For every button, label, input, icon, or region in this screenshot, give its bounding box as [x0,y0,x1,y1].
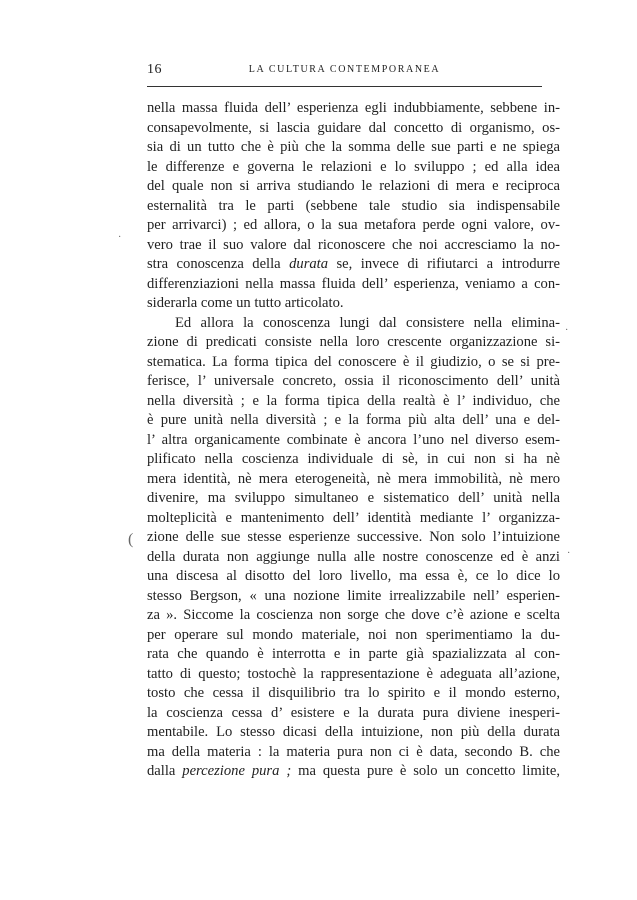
text-line: differenziazioni nella massa fluida dell’ esperienza, veniamo a con- [147,275,560,292]
text-line: siderarla come un tutto articolato. [147,295,344,311]
text-segment: se, invece di rifiutarci a introdurre [328,256,560,272]
text-line: della durata non aggiunge nulla alle nostre conoscenze ed è anzi [147,548,560,565]
italic-term: durata [289,256,329,272]
text-line [147,762,560,782]
page-header [147,62,542,80]
page-number: 16 [147,62,162,77]
header-rule [147,86,542,87]
text-line: stesso Bergson, « una nozione limite irrealizzabile nell’ esperien- [147,587,560,604]
text-line: del quale non si arriva studiando le relazioni di mera e reciproca [147,178,560,194]
margin-dot-mark: · [118,232,122,243]
text-line: plificato nella coscienza individuale di sè, in cui non si ha nè [147,451,560,467]
italic-term: percezione pura ; [182,763,292,779]
text-line: mera identità, nè mera eterogeneità, nè mera immobilità, nè mero [147,470,560,487]
text-line: divenire, ma sviluppo simultaneo e sistematico dell’ unità nella [147,490,560,506]
text-line: l’ altra organicamente combinate è ancora l’uno nel diverso esem- [147,431,560,448]
text-line: le differenze e governa le relazioni e lo sviluppo ; ed alla idea [147,158,560,175]
text-segment: dalla [147,763,183,779]
text-line: rata che quando è interrotta e in parte già spazializzata al con- [147,646,560,662]
text-segment: ma questa pure è solo un concetto limite, [291,763,560,779]
text-line: zione di predicati consiste nella loro crescente organizzazione si- [147,334,560,350]
text-line: tatto di questo; tostochè la rappresentazione è adeguata all’azione, [147,665,560,682]
text-line: stematica. La forma tipica del conoscere è il giudizio, o se si pre- [147,353,560,370]
text-line: la coscienza cessa d’ esistere e la durata pura diviene inesperi- [147,704,560,721]
text-segment: stra conoscenza della [147,256,290,272]
text-line: vero trae il suo valore dal riconoscere che noi accresciamo la no- [147,236,560,253]
text-line: Ed allora la conoscenza lungi dal consistere nella elimina- [175,314,560,331]
body-text [147,99,560,782]
text-line: za ». Siccome la coscienza non sorge che dove c’è azione e scelta [147,607,560,623]
text-line: zione delle sue stesse esperienze successive. Non solo l’intuizione [147,529,560,545]
text-line: tosto che cessa il disquilibrio tra lo spirito e il mondo esterno, [147,685,560,701]
text-line: nella massa fluida dell’ esperienza egli indubbiamente, sebbene in- [147,100,560,116]
margin-bracket-mark: ( [128,531,134,548]
margin-dot-mark: · [565,325,569,336]
text-line: consapevolmente, si lascia guidare dal concetto di organismo, os- [147,119,560,136]
text-line: esternalità tra le parti (sebbene tale studio sia indispensabile [147,197,560,214]
text-line: per arrivarci) ; ed allora, o la sua metafora perde ogni valore, ov- [147,217,560,233]
text-line: mentabile. Lo stesso dicasi della intuizione, non più della durata [147,724,560,740]
text-line: sia di un tutto che è più che la somma delle sue parti e ne spiega [147,139,560,155]
margin-dot-mark: · [567,548,571,559]
text-line: nella diversità ; e la forma tipica della realtà è l’ individuo, che [147,392,560,409]
text-line [147,255,560,275]
text-line: ma della materia : la materia pura non ci è data, secondo B. che [147,743,560,760]
running-head: LA CULTURA CONTEMPORANEA [248,64,441,75]
text-line: per operare sul mondo materiale, noi non sperimentiamo la du- [147,626,560,643]
text-line: ferisce, l’ universale concreto, ossia il riconoscimento dell’ unità [147,373,560,389]
text-line: una discesa al disotto del loro livello, ma essa è, ce lo dice lo [147,568,560,584]
text-line: molteplicità e mantenimento dell’ identità mediante l’ organizza- [147,509,560,526]
text-line: è pure unità nella diversità ; e la forma più alta dell’ una e del- [147,412,560,428]
